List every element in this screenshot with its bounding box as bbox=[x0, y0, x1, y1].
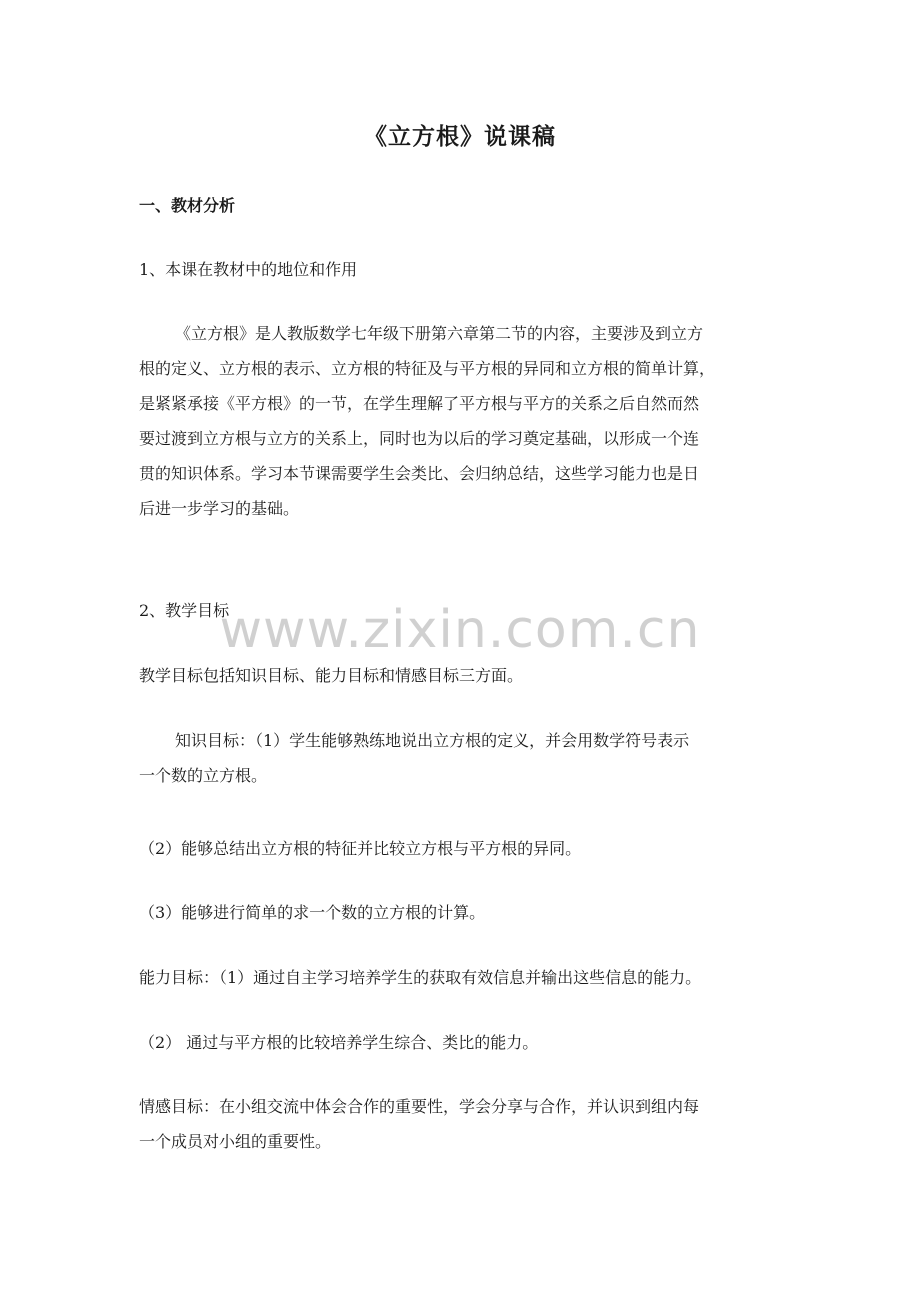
ability-objective-1 bbox=[139, 960, 789, 995]
objectives-intro bbox=[139, 658, 789, 693]
document-title: 《立方根》说课稿 bbox=[364, 123, 556, 150]
paragraph-line: 根的定义、立方根的表示、立方根的特征及与平方根的异同和立方根的简单计算， bbox=[139, 359, 716, 378]
emotion-objective bbox=[139, 1089, 789, 1159]
paragraph-line: 要过渡到立方根与立方的关系上，同时也为以后的学习奠定基础，以形成一个连 bbox=[139, 429, 700, 448]
ability-objective-2 bbox=[139, 1025, 789, 1060]
paragraph-line: 是紧紧承接《平方根》的一节，在学生理解了平方根与平方的关系之后自然而然 bbox=[139, 394, 700, 413]
knowledge-objective-3 bbox=[139, 895, 789, 930]
paragraph-line: 一个成员对小组的重要性。 bbox=[139, 1132, 332, 1151]
paragraph-line: 贯的知识体系。学习本节课需要学生会类比、会归纳总结，这些学习能力也是日 bbox=[139, 464, 700, 483]
paragraph-line: 能力目标：（1）通过自主学习培养学生的获取有效信息并输出这些信息的能力。 bbox=[139, 968, 702, 987]
knowledge-objective bbox=[139, 723, 789, 793]
paragraph-line: 知识目标：（1）学生能够熟练地说出立方根的定义，并会用数学符号表示 bbox=[175, 731, 690, 750]
paragraph-role bbox=[139, 316, 789, 526]
section-heading: 一、教材分析 bbox=[139, 196, 236, 215]
paragraph-line: 一个数的立方根。 bbox=[139, 766, 268, 785]
watermark: www.zixin.com.cn bbox=[219, 600, 701, 660]
subsection-heading-text: 1、本课在教材中的地位和作用 bbox=[139, 260, 358, 279]
subsection-heading-2 bbox=[139, 593, 789, 628]
paragraph-line: （2） 通过与平方根的比较培养学生综合、类比的能力。 bbox=[139, 1033, 539, 1052]
knowledge-objective-2 bbox=[139, 831, 789, 866]
paragraph-line: 教学目标包括知识目标、能力目标和情感目标三方面。 bbox=[139, 666, 524, 685]
subsection-heading-1 bbox=[139, 252, 789, 287]
paragraph-line: 情感目标：在小组交流中体会合作的重要性，学会分享与合作，并认识到组内每 bbox=[139, 1097, 700, 1116]
paragraph-line: （2）能够总结出立方根的特征并比较立方根与平方根的异同。 bbox=[139, 839, 582, 858]
subsection-heading-text: 2、教学目标 bbox=[139, 601, 230, 620]
paragraph-line: 后进一步学习的基础。 bbox=[139, 499, 300, 518]
paragraph-line: 《立方根》是人教版数学七年级下册第六章第二节的内容，主要涉及到立方 bbox=[175, 324, 704, 343]
paragraph-line: （3）能够进行简单的求一个数的立方根的计算。 bbox=[139, 903, 486, 922]
